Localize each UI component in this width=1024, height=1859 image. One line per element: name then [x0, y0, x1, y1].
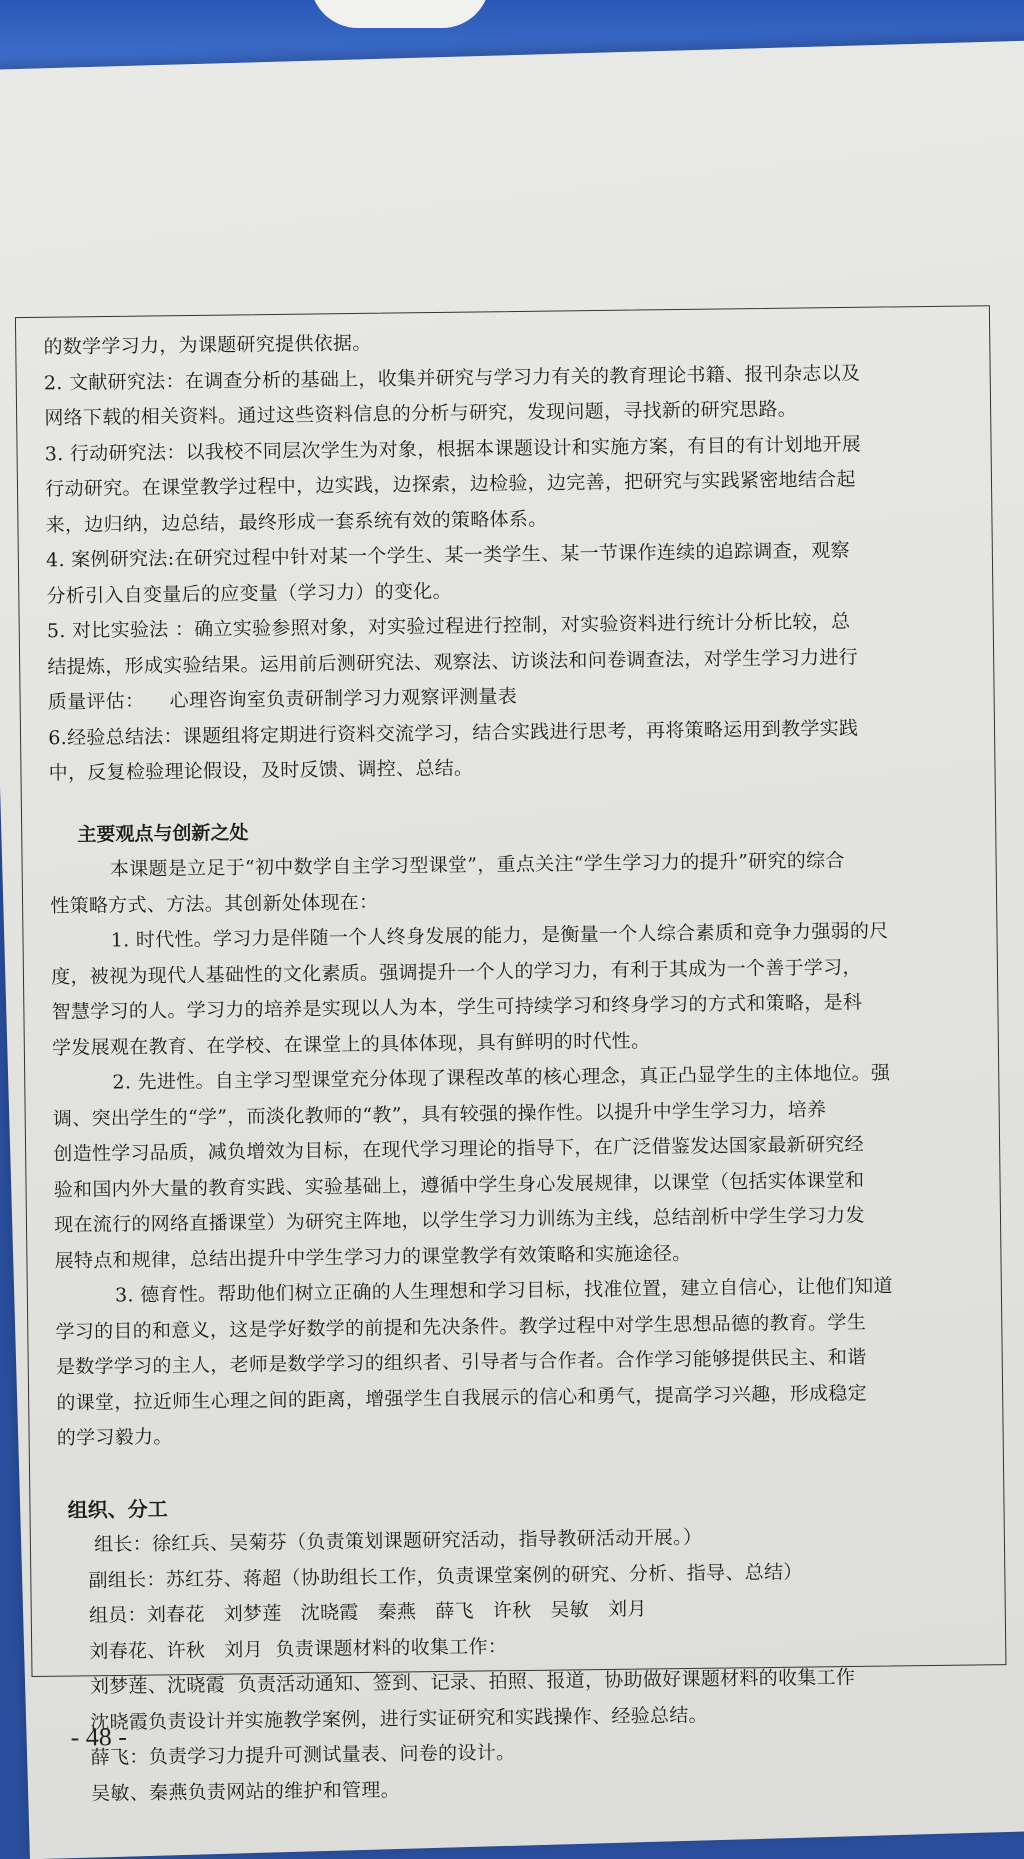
text-line: 智慧学习的人。学习力的培养是实现以人为本，学生可持续学习和终身学习的方式和策略，是科: [51, 991, 863, 1024]
text-line: 性策略方式、方法。其创新处体现在：: [50, 890, 379, 917]
text-line: 验和国内外大量的教育实践、实验基础上，遵循中学生身心发展规律，以课堂（包括实体课堂和: [53, 1168, 865, 1201]
viewpoints-heading: 主要观点与创新之处: [77, 821, 249, 846]
text-line: 学习的目的和意义，这是学好数学的前提和先决条件。教学过程中对学生思想品德的教育。学生: [55, 1310, 867, 1343]
text-line: 分析引入自变量后的应变量（学习力）的变化。: [46, 579, 452, 607]
text-line: 3. 行动研究法：以我校不同层次学生为对象，根据本课题设计和实施方案，有目的有计划地开展: [44, 432, 862, 465]
text-line: 创造性学习品质，减负增效为目标，在现代学习理论的指导下，在广泛借鉴发达国家最新研究经: [53, 1133, 865, 1166]
text-line: 中，反复检验理论假设，及时反馈、调控、总结。: [48, 757, 474, 785]
text-line: 学发展观在教育、在学校、在课堂上的具体体现，具有鲜明的时代性。: [51, 1029, 651, 1059]
text-line: 5. 对比实验法 ：确立实验参照对象，对实验过程进行控制，对实验资料进行统计分析比较，总: [46, 610, 851, 643]
text-line: 的数学学习力，为课题研究提供依据。: [43, 332, 372, 359]
text-line: 4. 案例研究法:在研究过程中针对某一个学生、某一类学生、某一节课作连续的追踪调查，观察: [45, 539, 850, 572]
document-content: [43, 319, 991, 1812]
text-line: 刘春花、许秋 刘月 负责课题材料的收集工作：: [89, 1635, 508, 1663]
text-line: 副组长：苏红芬、蒋超（协助组长工作，负责课堂案例的研究、分析、指导、总结）: [88, 1560, 803, 1592]
paper-page: [0, 40, 1024, 1859]
text-line: 沈晓霞负责设计并实施教学案例，进行实证研究和实践操作、经验总结。: [90, 1703, 709, 1734]
text-line: 2. 文献研究法：在调查分析的基础上，收集并研究与学习力有关的教育理论书籍、报刊杂志以及: [43, 361, 861, 394]
text-line: 展特点和规律，总结出提升中学生学习力的课堂教学有效策略和实施途径。: [54, 1241, 692, 1272]
text-line: 结提炼，形成实验结果。运用前后测研究法、观察法、访谈法和问卷调查法，对学生学习力进行: [47, 645, 859, 678]
text-line: 2. 先进性。自主学习型课堂充分体现了课程改革的核心理念，真正凸显学生的主体地位。强: [112, 1062, 891, 1094]
methods-section: [43, 319, 979, 792]
text-line: 网络下载的相关资料。通过这些资料信息的分析与研究，发现问题，寻找新的研究思路。: [44, 398, 798, 430]
text-line: 度，被视为现代人基础性的文化素质。强调提升一个人的学习力，有利于其成为一个善于学习，: [51, 955, 862, 988]
text-line: 行动研究。在课堂教学过程中，边实践，边探索，边检验，边完善，把研究与实践紧密地结合起: [45, 468, 856, 501]
text-line: 来，边归纳，边总结，最终形成一套系统有效的策略体系。: [45, 507, 548, 536]
text-line: 6.经验总结法：课题组将定期进行资料交流学习，结合实践进行思考，再将策略运用到教学实践: [48, 716, 859, 749]
text-line: 组长：徐红兵、吴菊芬（负责策划课题研究活动，指导教研活动开展。）: [94, 1526, 703, 1556]
text-line: 刘梦莲、沈晓霞 负责活动通知、签到、记录、拍照、报道，协助做好课题材料的收集工作: [89, 1666, 856, 1698]
text-line: 本课题是立足于“初中数学自主学习型课堂”，重点关注“学生学习力的提升”研究的综合: [109, 849, 845, 881]
text-line: 3. 德育性。帮助他们树立正确的人生理想和学习目标，找准位置，建立自信心，让他们知道: [114, 1275, 893, 1307]
text-line: 的课堂，拉近师生心理之间的距离，增强学生自我展示的信心和勇气，提高学习兴趣，形成稳定: [56, 1381, 868, 1414]
text-line: 组员：刘春花 刘梦莲 沈晓霞 秦燕 薛飞 许秋 吴敏 刘月: [88, 1598, 647, 1627]
text-line: 现在流行的网络直播课堂）为研究主阵地，以学生学习力训练为主线，总结剖析中学生学习力发: [54, 1204, 865, 1237]
text-line: 1. 时代性。学习力是伴随一个人终身发展的能力，是衡量一个人综合素质和竞争力强弱的尺: [110, 920, 889, 952]
organization-heading: 组织、分工: [67, 1496, 168, 1522]
text-line: 薛飞：负责学习力提升可测试量表、问卷的设计。: [90, 1741, 516, 1769]
text-line: 是数学学习的主人，老师是数学学习的组织者、引导者与合作者。合作学习能够提供民主、和谐: [55, 1346, 867, 1379]
viewpoints-section: [50, 842, 987, 1457]
text-line: 的学习毅力。: [56, 1425, 173, 1450]
text-line: 调、突出学生的“学”，而淡化教师的“教”，具有较强的操作性。以提升中学生学习力，培养: [52, 1098, 827, 1130]
organization-section: [58, 1517, 991, 1812]
page-number: - 48 -: [70, 1721, 128, 1752]
text-line: 吴敏、秦燕负责网站的维护和管理。: [91, 1778, 401, 1805]
text-line: 质量评估： 心理咨询室负责研制学习力观察评测量表: [47, 685, 518, 714]
